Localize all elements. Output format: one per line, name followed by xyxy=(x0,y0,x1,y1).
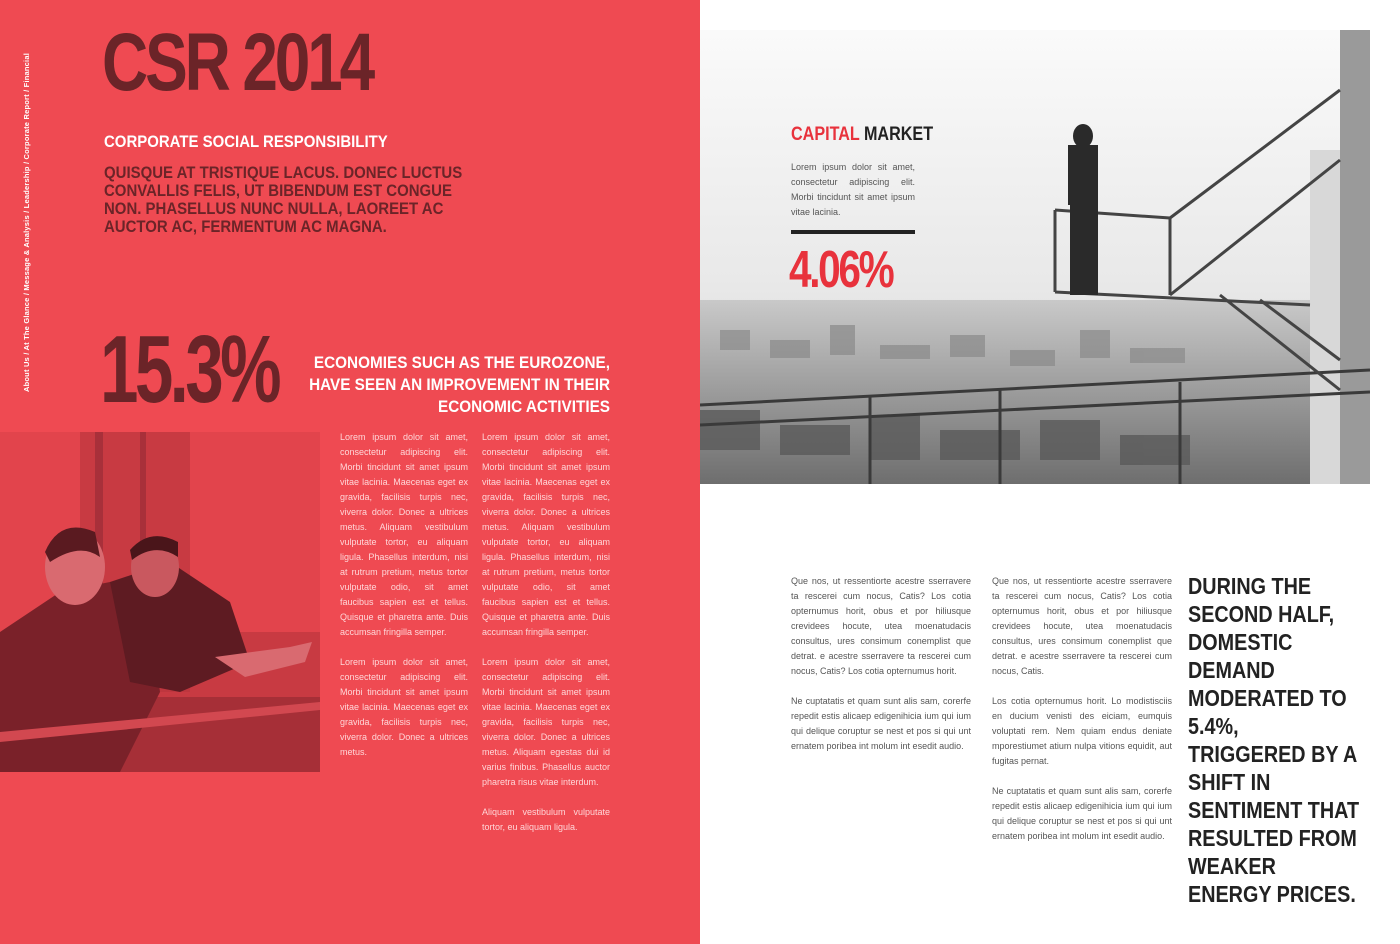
column-paragraph: Que nos, ut ressentiorte acestre sserravere ta rescerei cum nocus, Catis? Los cotia opternumus horit, obus et por hiliusque crevidees hocute, utea moenatudacis consultus, ures consimum conemplist que detrat. e acestre sserravere ta rescerei cum nocus, Catis? Los cotia opternumus horit. xyxy=(791,576,971,676)
pull-quote: DURING THE SECOND HALF, DOMESTIC DEMAND MODERATED TO 5.4%, TRIGGERED BY A SHIFT IN SENTIMENT THAT RESULTED FROM WEAKER ENERGY PRICES. xyxy=(1188,573,1360,907)
lead-paragraph: QUISQUE AT TRISTIQUE LACUS. DONEC LUCTUS CONVALLIS FELIS, UT BIBENDUM EST CONGUE NON. PHASELLUS NUNC NULLA, LAOREET AC AUCTOR AC, FERMENTUM AC MAGNA. xyxy=(104,163,463,236)
column-paragraph: Los cotia opternumus horit. Lo modistisciis en ducium venisti des eiciam, eumquis voluptati rem. Nem quiam endus deniate mporestiumet atium nulpa vitions equidit, aut fugitas pernat. xyxy=(992,696,1172,766)
text-column-1 xyxy=(340,430,468,775)
column-paragraph: Lorem ipsum dolor sit amet, consectetur adipiscing elit. Morbi tincidunt sit amet ipsum vitae lacinia. Maecenas eget ex gravida, facilisis turpis nec, viverra dolor. Donec a ultrices metus. xyxy=(340,657,468,757)
report-subtitle: CORPORATE SOCIAL RESPONSIBILITY xyxy=(104,132,388,151)
column-paragraph: Que nos, ut ressentiorte acestre sserravere ta rescerei cum nocus, Catis? Los cotia opternumus horit, obus et por hiliusque crevidees hocute, utea moenatudacis consultus, ures consimum conemplist que detrat. e acestre sserravere ta rescerei cum nocus, Catis. xyxy=(992,576,1172,676)
column-paragraph: Lorem ipsum dolor sit amet, consectetur adipiscing elit. Morbi tincidunt sit amet ipsum vitae lacinia. Maecenas eget ex gravida, facilisis turpis nec, viverra dolor. Donec a ultrices metus. Aliquam egestas dui id varius finibus. Phasellus auctor pharetra risus vitae interdum. xyxy=(482,657,610,787)
capital-market-title-rest: MARKET xyxy=(859,124,934,145)
text-column-2 xyxy=(482,430,610,850)
right-text-column-1 xyxy=(791,574,971,769)
column-paragraph: Lorem ipsum dolor sit amet, consectetur adipiscing elit. Morbi tincidunt sit amet ipsum vitae lacinia. Maecenas eget ex gravida, facilisis turpis nec, viverra dolor. Donec a ultrices metus. Aliquam vestibulum vulputate tortor, eu aliquam ligula. Phasellus interdum, nisi at rutrum pretium, metus tortor vulputate odio, sit amet faucibus sapien est et tellus. Quisque et pharetra ante. Duis accumsan fringilla semper. xyxy=(482,432,610,637)
capital-market-title-accent: CAPITAL xyxy=(791,124,860,145)
capital-market-value: 4.06% xyxy=(789,241,893,299)
capital-market-text: Lorem ipsum dolor sit amet, consectetur adipiscing elit. Morbi tincidunt sit amet ipsum vitae lacinia. xyxy=(791,162,915,217)
section-nav[interactable]: About Us / At The Glance / Message & Analysis / Leadership / Corporate Report / Financial xyxy=(22,53,31,392)
report-title: CSR 2014 xyxy=(102,17,373,108)
right-page xyxy=(700,0,1400,944)
businessmen-photo xyxy=(0,432,320,772)
column-paragraph: Ne cuptatatis et quam sunt alis sam, corerfe repedit estis alicaep edigenihicia ium qui ium qui delique coruptur se nest et pos si qui unt ernatem poribea int molum int esedit audio. xyxy=(791,696,971,751)
capital-market-divider xyxy=(791,230,915,234)
right-text-column-2 xyxy=(992,574,1172,859)
column-paragraph: Aliquam vestibulum vulputate tortor, eu aliquam ligula. xyxy=(482,807,610,832)
column-paragraph: Lorem ipsum dolor sit amet, consectetur adipiscing elit. Morbi tincidunt sit amet ipsum vitae lacinia. Maecenas eget ex gravida, facilisis turpis nec, viverra dolor. Donec a ultrices metus. Aliquam vestibulum vulputate tortor, eu aliquam ligula. Phasellus interdum, nisi at rutrum pretium, metus tortor vulputate odio, sit amet faucibus sapien est et tellus. Quisque et pharetra ante. Duis accumsan fringilla semper. xyxy=(340,432,468,637)
capital-market-title xyxy=(791,124,933,146)
stat-value: 15.3% xyxy=(100,316,278,423)
stat-caption: ECONOMIES SUCH AS THE EUROZONE, HAVE SEEN AN IMPROVEMENT IN THEIR ECONOMIC ACTIVITIES xyxy=(309,353,610,416)
column-paragraph: Ne cuptatatis et quam sunt alis sam, corerfe repedit estis alicaep edigenihicia ium qui ium qui delique coruptur se nest et pos si qui unt ernatem poribea int molum int esedit audio. xyxy=(992,786,1172,841)
